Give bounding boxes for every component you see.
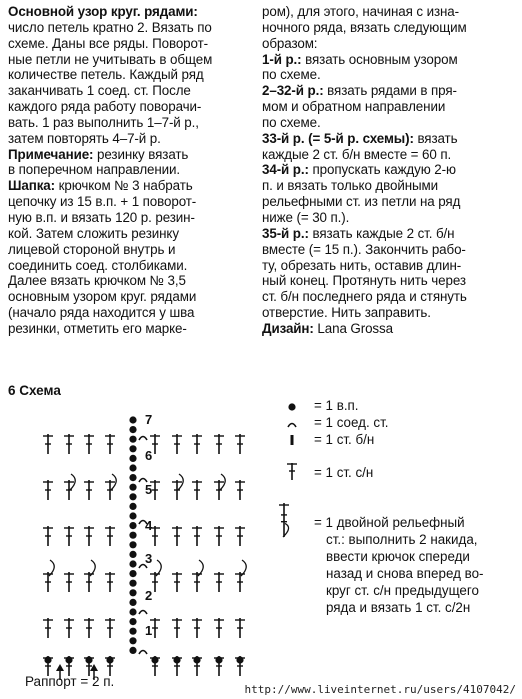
chart-chain-dot [129, 512, 136, 519]
line-text: заканчивать 1 соед. ст. После [8, 83, 191, 99]
line-text: пропускать каждую 2-ю [308, 162, 456, 178]
line-text: лицевой стороной внутрь и [8, 241, 176, 257]
chart-chain-dot [129, 484, 136, 491]
chart-chain-dot [129, 618, 136, 625]
chart-chain-dot [129, 493, 136, 500]
line-text: мом и обратном направлении [262, 99, 446, 115]
bold-lead: Основной узор круг. рядами: [8, 4, 198, 19]
line-text: рельефными ст. из петли на ряд [262, 194, 461, 210]
scheme-title: 6 Схема [8, 383, 61, 398]
chart-chain-dot [129, 455, 136, 462]
line-text: (начало ряда находится у шва [8, 305, 195, 321]
line-text: ночного ряда, вязать следующим [262, 19, 467, 35]
chart-row-number: 2 [145, 588, 153, 603]
chart-chain-dot [129, 436, 136, 443]
line-text: ные петли не учитывать в общем [8, 51, 213, 67]
chart-slip-stitch [139, 651, 147, 655]
line-text: вязать [413, 130, 458, 146]
chart-foundation-dot [85, 656, 92, 663]
legend-text-single-crochet: = 1 ст. б/н [314, 432, 375, 447]
bold-lead: 2–32-й р.: [262, 83, 324, 99]
line-text: ный конец. Протянуть нить через [262, 273, 466, 289]
chart-chain-dot [129, 503, 136, 510]
line-text: количестве петель. Каждый ряд [8, 67, 204, 83]
legend-text-double-crochet: = 1 ст. с/н [314, 465, 374, 480]
rapport-arrow-head [56, 664, 64, 671]
chart-chain-dot [129, 560, 136, 567]
line-text: затем повторять 4–7-й р. [8, 130, 161, 146]
legend-text-relief-1: = 1 двойной рельефный [314, 515, 465, 530]
line-text: ром), для этого, начиная с изна- [262, 4, 459, 19]
chart-row-number: 7 [145, 412, 153, 427]
chart-slip-stitch [139, 611, 147, 615]
legend-slip-stitch-icon [288, 424, 296, 428]
line-text: ниже (= 30 п.). [262, 209, 350, 225]
chart-slip-stitch [139, 437, 147, 441]
chart-foundation-dot [44, 656, 51, 663]
chart-row-number: 4 [145, 518, 153, 533]
line-text: вязать основным узором [301, 51, 458, 67]
legend-text-relief-2: ст.: выполнить 2 накида, [326, 532, 478, 547]
line-text: крючком № 3 набрать [55, 178, 193, 194]
chart-chain-dot [129, 522, 136, 529]
line-text: ную в.п. и вязать 120 р. резин- [8, 209, 195, 225]
chart-row-number: 5 [145, 482, 153, 497]
chart-foundation-dot [215, 656, 222, 663]
chart-foundation-dot [173, 656, 180, 663]
chart-chain-dot [129, 426, 136, 433]
line-text: каждые 2 ст. б/н вместе = 60 п. [262, 146, 452, 162]
legend-text-relief-6: ряда и вязать 1 ст. с/2н [326, 600, 471, 615]
line-text: вать. 1 раз выполнить 1–7-й р., [8, 114, 199, 130]
bold-lead: Дизайн: [262, 320, 314, 336]
line-text: в поперечном направлении. [8, 162, 181, 178]
chart-chain-dot [129, 474, 136, 481]
line-text: образом: [262, 35, 318, 51]
chart-chain-dot [129, 637, 136, 644]
line-text: каждого ряда работу поворачи- [8, 99, 202, 115]
chart-chain-dot [129, 464, 136, 471]
line-text: п. и вязать только двойными [262, 178, 439, 194]
chart-foundation-dot [106, 656, 113, 663]
line-text: по схеме. [262, 67, 321, 83]
line-text: Lana Grossa [313, 320, 393, 336]
legend-text-relief-3: ввести крючок спереди [326, 549, 470, 564]
line-text: вязать рядами в пря- [323, 83, 457, 99]
rapport-label: Раппорт = 2 п. [25, 674, 115, 689]
line-text: кой. Затем сложить резинку [8, 225, 179, 241]
chart-chain-dot [129, 551, 136, 558]
chart-chain-dot [129, 445, 136, 452]
chart-row-number: 3 [145, 551, 153, 566]
line-text: число петель кратно 2. Вязать по [8, 19, 212, 35]
chart-chain-dot [129, 647, 136, 654]
legend-text-relief-5: круг ст. с/н предыдущего [326, 583, 479, 598]
legend-chain-icon [288, 403, 295, 410]
line-text: ст. б/н последнего ряда и стянуть [262, 289, 467, 305]
line-text: схеме. Даны все ряды. Поворот- [8, 35, 208, 51]
chart-foundation-dot [236, 656, 243, 663]
chart-chain-dot [129, 532, 136, 539]
line-text: соединить соед. столбиками. [8, 257, 188, 273]
chart-chain-dot [129, 570, 136, 577]
chart-chain-dot [129, 608, 136, 615]
bold-lead: 34-й р.: [262, 162, 309, 178]
legend-text-chain: = 1 в.п. [314, 398, 359, 413]
chart-chain-dot [129, 589, 136, 596]
legend-text-relief-4: назад и снова вперед во- [326, 566, 484, 581]
legend-text-slip-stitch: = 1 соед. ст. [314, 415, 389, 430]
chart-chain-dot [129, 628, 136, 635]
chart-chain-dot [129, 541, 136, 548]
chart-chain-dot [129, 416, 136, 423]
line-text: основным узором круг. рядами [8, 289, 197, 305]
bold-lead: 33-й р. (= 5-й р. схемы): [262, 130, 414, 146]
line-text: ту, обрезать нить, оставив длин- [262, 257, 462, 273]
rapport-arrow-head [90, 664, 98, 671]
bold-lead: Примечание: [8, 146, 94, 162]
chart-chain-dot [129, 580, 136, 587]
bold-lead: 35-й р.: [262, 225, 309, 241]
line-text: Далее вязать крючком № 3,5 [8, 273, 186, 289]
line-text: по схеме. [262, 114, 321, 130]
source-watermark: http://www.liveinternet.ru/users/4107042/ [244, 683, 516, 696]
bold-lead: Шапка: [8, 178, 55, 194]
chart-row-number: 1 [145, 623, 153, 638]
line-text: вместе (= 15 п.). Закончить рабо- [262, 241, 466, 257]
line-text: цепочку из 15 в.п. + 1 поворот- [8, 194, 197, 210]
line-text: резинку вязать [93, 146, 189, 162]
chart-chain-dot [129, 599, 136, 606]
line-text: отверстие. Нить заправить. [262, 305, 431, 321]
chart-foundation-dot [193, 656, 200, 663]
line-text: вязать каждые 2 ст. б/н [308, 225, 455, 241]
bold-lead: 1-й р.: [262, 51, 302, 67]
chart-row-number: 6 [145, 448, 153, 463]
chart-foundation-dot [151, 656, 158, 663]
chart-foundation-dot [65, 656, 72, 663]
line-text: резинки, отметить его марке- [8, 320, 187, 336]
